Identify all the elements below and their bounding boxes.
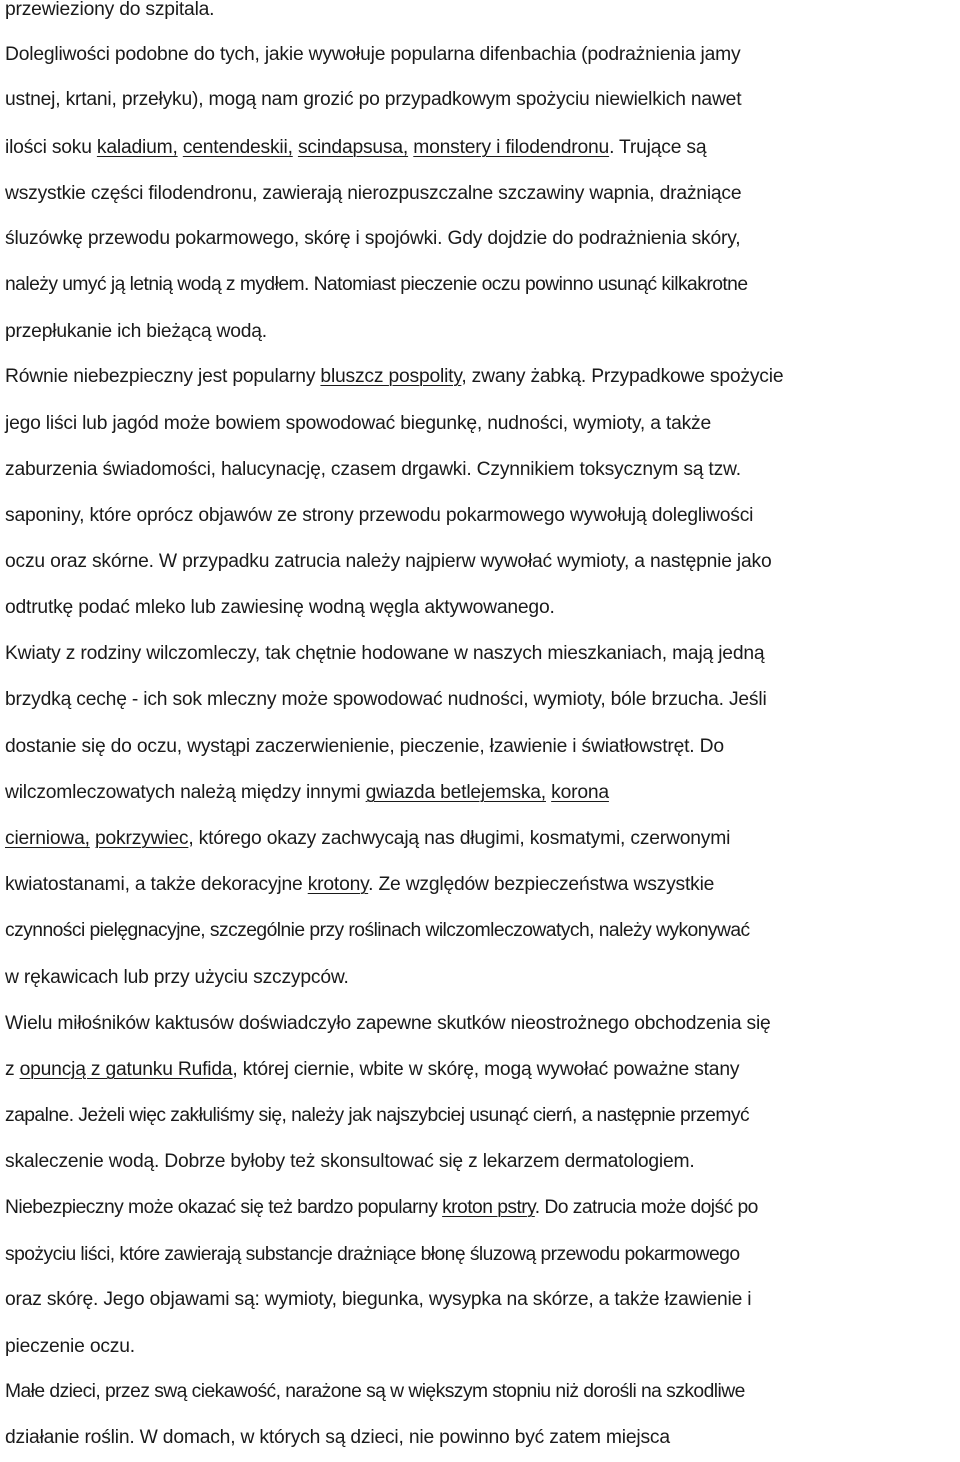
text-line: [5, 1287, 751, 1313]
text-segment: pieczenie oczu.: [5, 1336, 135, 1357]
text-line: [5, 595, 555, 621]
text-line: [5, 1149, 695, 1175]
text-line: [5, 226, 740, 252]
text-segment: dostanie się do oczu, wystąpi zaczerwienienie, pieczenie, łzawienie i światłowstręt. Do: [5, 736, 724, 757]
text-segment: wszystkie części filodendronu, zawierają nierozpuszczalne szczawiny wapnia, drażniące: [5, 183, 742, 204]
text-segment: śluzówkę przewodu pokarmowego, skórę i spojówki. Gdy dojdzie do podrażnienia skóry,: [5, 228, 741, 249]
plant-link[interactable]: monstery i filodendronu: [413, 137, 610, 158]
text-segment: Małe dzieci, przez swą ciekawość, narażone są w większym stopniu niż dorośli na szkodliwe: [5, 1381, 745, 1402]
text-line: [5, 1334, 135, 1360]
text-line: [5, 641, 764, 667]
text-segment: przewieziony do szpitala.: [5, 0, 215, 20]
text-segment: . Trujące są: [609, 137, 707, 158]
text-line: [5, 364, 783, 390]
text-line: [5, 780, 609, 806]
text-segment: należy umyć ją letnią wodą z mydłem. Natomiast pieczenie oczu powinno usunąć kilkakrotne: [5, 274, 748, 295]
text-line: [5, 1425, 670, 1451]
text-line: [5, 965, 349, 991]
text-segment: , którego okazy zachwycają nas długimi, kosmatymi, czerwonymi: [188, 828, 731, 849]
text-segment: działanie roślin. W domach, w których są dzieci, nie powinno być zatem miejsca: [5, 1427, 670, 1448]
plant-link[interactable]: bluszcz pospolity: [320, 366, 462, 387]
text-line: [5, 87, 741, 113]
text-line: [5, 872, 714, 898]
text-segment: przepłukanie ich bieżącą wodą.: [5, 321, 267, 342]
plant-link[interactable]: krotony: [307, 874, 369, 895]
plant-link[interactable]: kroton pstry: [442, 1197, 535, 1218]
text-line: [5, 411, 711, 437]
text-line: [5, 135, 706, 161]
text-segment: czynności pielęgnacyjne, szczególnie przy roślinach wilczomleczowatych, należy wykonywać: [5, 920, 750, 941]
text-segment: skaleczenie wodą. Dobrze byłoby też skonsultować się z lekarzem dermatologiem.: [5, 1151, 695, 1172]
text-line: [5, 1103, 749, 1129]
plant-link[interactable]: pokrzywiec: [94, 828, 189, 849]
text-line: [5, 1379, 745, 1405]
text-segment: zaburzenia świadomości, halucynację, czasem drgawki. Czynnikiem toksycznym są tzw.: [5, 459, 741, 480]
text-line: [5, 1011, 771, 1037]
plant-link[interactable]: korona: [551, 782, 609, 803]
text-segment: ustnej, krtani, przełyku), mogą nam grozić po przypadkowym spożyciu niewielkich nawet: [5, 89, 742, 110]
text-line: [5, 826, 730, 852]
plant-link[interactable]: kaladium,: [96, 137, 178, 158]
text-line: [5, 272, 748, 298]
text-line: [5, 1195, 758, 1221]
text-line: [5, 687, 767, 713]
text-line: [5, 734, 724, 760]
text-segment: zapalne. Jeżeli więc zakłuliśmy się, należy jak najszybciej usunąć cierń, a następnie przemyć: [5, 1105, 750, 1126]
text-segment: jego liści lub jagód może bowiem spowodować biegunkę, nudności, wymioty, a także: [5, 413, 712, 434]
text-line: [5, 457, 741, 483]
text-segment: spożyciu liści, które zawierają substancje drażniące błonę śluzową przewodu pokarmowego: [5, 1244, 740, 1265]
text-segment: Kwiaty z rodziny wilczomleczy, tak chętnie hodowane w naszych mieszkaniach, mają jedną: [5, 643, 765, 664]
plant-link[interactable]: opuncją z gatunku Rufida: [19, 1059, 233, 1080]
text-segment: saponiny, które oprócz objawów ze strony przewodu pokarmowego wywołują dolegliwości: [5, 505, 754, 526]
text-segment: , której ciernie, wbite w skórę, mogą wywołać poważne stany: [232, 1059, 740, 1080]
text-segment: brzydką cechę - ich sok mleczny może spowodować nudności, wymioty, bóle brzucha. Jeśli: [5, 689, 767, 710]
text-line: [5, 42, 740, 68]
text-segment: z: [5, 1059, 20, 1080]
text-line: [5, 918, 750, 944]
plant-link[interactable]: cierniowa,: [5, 828, 90, 849]
plant-link[interactable]: centendeskii,: [182, 137, 293, 158]
text-line: [5, 319, 267, 345]
text-line: [5, 1242, 740, 1268]
text-segment: Wielu miłośników kaktusów doświadczyło zapewne skutków nieostrożnego obchodzenia się: [5, 1013, 771, 1034]
text-line: [5, 1057, 739, 1083]
text-line: [5, 181, 741, 207]
text-segment: oczu oraz skórne. W przypadku zatrucia należy najpierw wywołać wymioty, a następnie jako: [5, 551, 772, 572]
plant-link[interactable]: gwiazda betlejemska,: [365, 782, 546, 803]
plant-link[interactable]: scindapsusa,: [297, 137, 409, 158]
text-segment: w rękawicach lub przy użyciu szczypców.: [5, 967, 349, 988]
text-segment: . Ze względów bezpieczeństwa wszystkie: [368, 874, 715, 895]
text-segment: odtrutkę podać mleko lub zawiesinę wodną węgla aktywowanego.: [5, 597, 555, 618]
text-segment: Niebezpieczny może okazać się też bardzo popularny: [5, 1197, 443, 1218]
text-line: [5, 503, 753, 529]
text-segment: ilości soku: [5, 137, 97, 158]
text-segment: . Do zatrucia może dojść po: [534, 1197, 758, 1218]
text-segment: , zwany żabką. Przypadkowe spożycie: [461, 366, 784, 387]
text-segment: Dolegliwości podobne do tych, jakie wywołuje popularna difenbachia (podrażnienia jamy: [5, 44, 741, 65]
text-segment: oraz skórę. Jego objawami są: wymioty, biegunka, wysypka na skórze, a także łzawienie i: [5, 1289, 752, 1310]
text-line: [5, 549, 772, 575]
text-segment: kwiatostanami, a także dekoracyjne: [5, 874, 308, 895]
text-line: [5, 0, 214, 23]
text-segment: wilczomleczowatych należą między innymi: [5, 782, 366, 803]
text-segment: Równie niebezpieczny jest popularny: [5, 366, 321, 387]
